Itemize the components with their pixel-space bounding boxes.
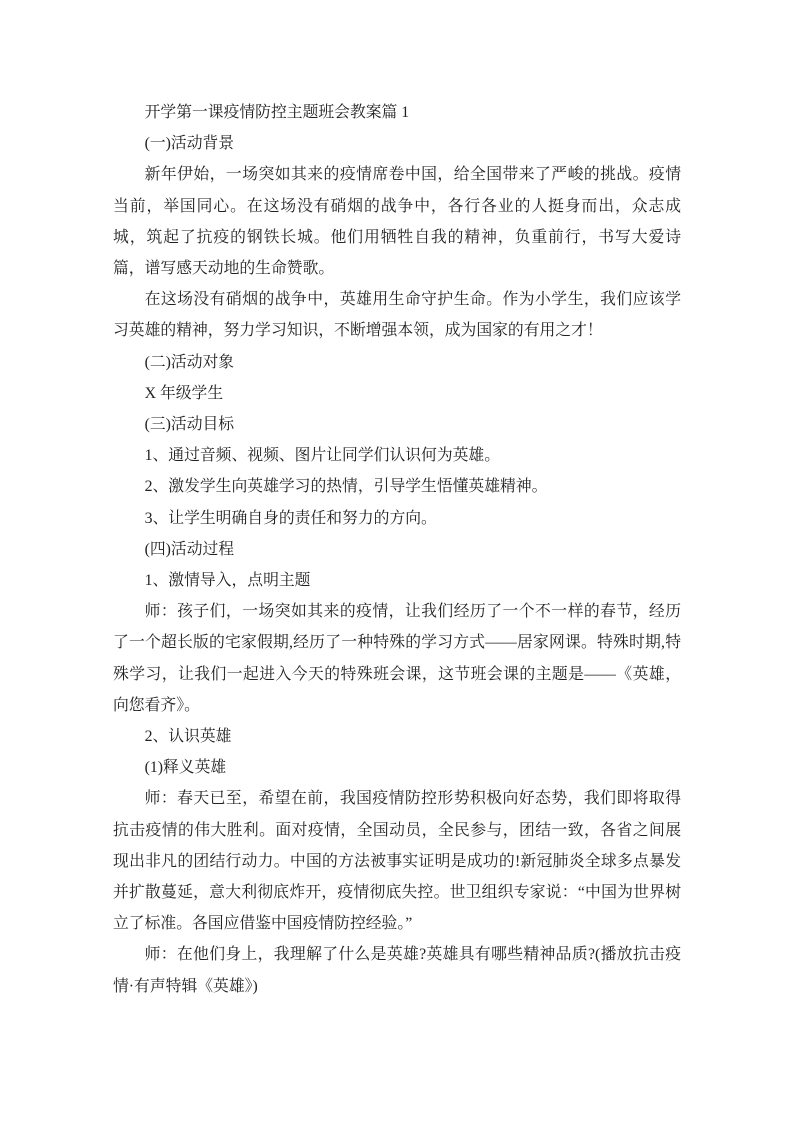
heading-activity-process: (四)活动过程 (144, 540, 235, 558)
heading-activity-background: (一)活动背景 (144, 135, 235, 153)
paragraph-teacher-spring: 师：春天已至，希望在前，我国疫情防控形势积极向好态势，我们即将取得抗击疫情的伟大胜利。面对疫情，全国动员，全民参与，团结一致，各省之间展现出非凡的团结行动力。中国的方法被事实证明是成功的!新冠肺炎全球多点暴发并扩散蔓延，意大利彻底炸开，疫情彻底失控。世卫组织专家说：“中国为世界树立了标准。各国应借鉴中国疫情防控经验。” (113, 790, 681, 933)
paragraph-step2-subtitle: (1)释义英雄 (144, 759, 227, 777)
paragraph-goal-1: 1、通过音频、视频、图片让同学们认识何为英雄。 (144, 447, 501, 465)
doc-title: 开学第一课疫情防控主题班会教案篇 1 (144, 104, 410, 121)
paragraph-step1-title: 1、激情导入，点明主题 (144, 572, 311, 590)
paragraph-teacher-question: 师：在他们身上，我理解了什么是英雄?英雄具有哪些精神品质?(播放抗击疫情·有声特辑《英雄》) (113, 946, 681, 995)
paragraph-background-1: 新年伊始，一场突如其来的疫情席卷中国，给全国带来了严峻的挑战。疫情当前，举国同心。在这场没有硝烟的战争中，各行各业的人挺身而出，众志成城，筑起了抗疫的钢铁长城。他们用牺牲自我的精神，负重前行，书写大爱诗篇，谱写感天动地的生命赞歌。 (113, 166, 681, 278)
paragraph-step1-teacher-intro: 师：孩子们，一场突如其来的疫情，让我们经历了一个不一样的春节，经历了一个超长版的宅家假期,经历了一种特殊的学习方式——居家网课。特殊时期,特殊学习，让我们一起进入今天的特殊班会课，这节班会课的主题是——《英雄，向您看齐》。 (113, 603, 681, 714)
heading-activity-audience: (二)活动对象 (144, 353, 235, 371)
paragraph-step2-title: 2、认识英雄 (144, 728, 232, 746)
paragraph-goal-3: 3、让学生明确自身的责任和努力的方向。 (144, 509, 437, 527)
paragraph-goal-2: 2、激发学生向英雄学习的热情，引导学生悟懂英雄精神。 (144, 478, 548, 496)
paragraph-background-2: 在这场没有硝烟的战争中，英雄用生命守护生命。作为小学生，我们应该学习英雄的精神，努力学习知识，不断增强本领，成为国家的有用之才！ (113, 291, 681, 340)
document-page (113, 97, 681, 1002)
heading-activity-goals: (三)活动目标 (144, 416, 235, 434)
paragraph-audience: X 年级学生 (144, 384, 224, 402)
